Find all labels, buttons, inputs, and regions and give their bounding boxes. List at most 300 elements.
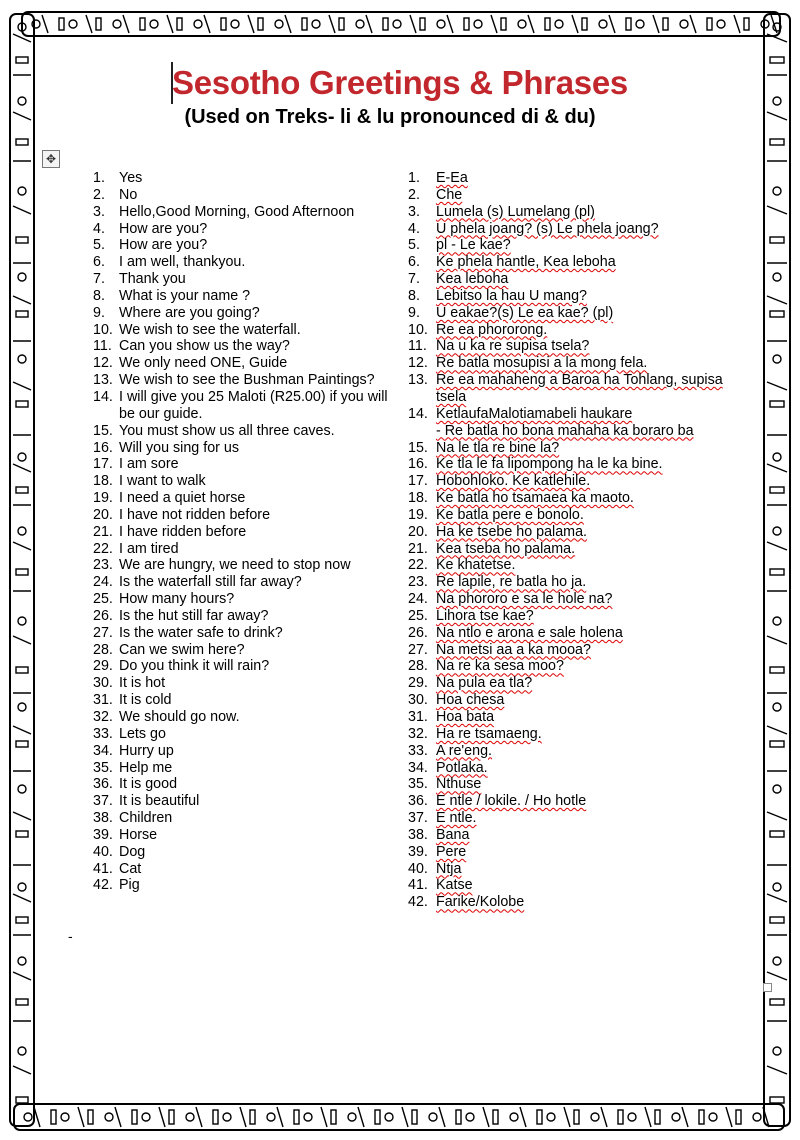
item-text [436, 355, 748, 372]
sesotho-list-item [408, 760, 748, 777]
item-text [119, 338, 393, 355]
item-text [436, 894, 748, 911]
item-text-line: Na pula ea tla? [436, 675, 533, 692]
item-number: 11. [408, 338, 427, 355]
sesotho-list-item [408, 440, 748, 457]
item-text [119, 541, 393, 558]
item-number: 36. [408, 793, 428, 810]
item-text-line: Hello,Good Morning, Good Afternoon [119, 203, 355, 220]
item-number: 37. [93, 793, 113, 810]
english-list-item [93, 254, 393, 271]
item-text [119, 490, 393, 507]
item-number: 23. [93, 557, 113, 574]
item-text [119, 423, 393, 440]
item-text-line: I need a quiet horse [119, 490, 246, 507]
item-text-line: Children [119, 810, 173, 827]
item-text [119, 658, 393, 675]
item-number: 28. [93, 641, 113, 658]
item-text-line: A re'eng. [436, 742, 492, 759]
english-list-item [93, 440, 393, 457]
item-text [436, 541, 748, 558]
sesotho-list-item [408, 861, 748, 878]
item-number: 12. [408, 355, 428, 372]
item-text [436, 642, 748, 659]
item-text-line: Hoa bata [436, 709, 495, 725]
english-list-item [93, 170, 393, 187]
item-text [436, 473, 748, 490]
item-text-line: E ntle / lokile. / Ho hotle [436, 793, 587, 810]
item-text-line: Dog [119, 843, 146, 860]
item-text [119, 793, 393, 810]
item-number: 19. [408, 506, 428, 523]
item-text [436, 591, 748, 608]
sesotho-list-item [408, 541, 748, 558]
item-number: 35. [93, 759, 113, 776]
english-list-item [93, 861, 393, 878]
item-number: 37. [408, 810, 428, 827]
sesotho-list-item [408, 187, 748, 204]
item-text [436, 608, 748, 625]
item-text-line: Is the waterfall still far away? [119, 574, 302, 591]
item-text-line: I am well, thankyou. [119, 254, 246, 271]
english-list-item [93, 743, 393, 760]
item-text-line: Kea leboha [436, 271, 509, 288]
item-text-line: We wish to see the waterfall. [119, 321, 301, 338]
resize-handle[interactable] [763, 983, 772, 992]
item-number: 41. [93, 860, 113, 877]
english-list-item [93, 322, 393, 339]
sesotho-list-item [408, 658, 748, 675]
item-number: 12. [93, 355, 113, 372]
english-list-item [93, 271, 393, 288]
item-text-line: Will you sing for us [119, 439, 239, 456]
sesotho-list-item [408, 642, 748, 659]
page-title: Sesotho Greetings & Phrases [172, 64, 628, 101]
item-text [119, 776, 393, 793]
item-text [119, 557, 393, 574]
sesotho-list-item [408, 608, 748, 625]
item-text [119, 675, 393, 692]
item-text [436, 776, 748, 793]
item-text-line: I want to walk [119, 473, 206, 490]
item-text-line: What is your name ? [119, 287, 251, 304]
item-text [436, 507, 748, 524]
item-text [119, 507, 393, 524]
item-number: 30. [93, 675, 113, 692]
item-number: 3. [408, 203, 420, 220]
item-text [119, 844, 393, 861]
item-text [119, 187, 393, 204]
item-number: 26. [93, 607, 113, 624]
item-text [119, 389, 393, 423]
item-number: 5. [93, 237, 105, 254]
item-text [436, 861, 748, 878]
sesotho-list-item [408, 810, 748, 827]
english-list-item [93, 338, 393, 355]
item-text-line: U eakae?(s) Le ea kae? (pl) [436, 304, 614, 321]
item-text-line: It is beautiful [119, 793, 200, 810]
item-text [436, 490, 748, 507]
item-text-line: I am tired [119, 540, 179, 557]
item-text-line: I have not ridden before [119, 506, 271, 523]
item-text [119, 877, 393, 894]
item-number: 13. [93, 372, 113, 389]
item-text [436, 760, 748, 777]
sesotho-list-item [408, 473, 748, 490]
item-text-line: Bana [436, 826, 470, 843]
item-text [119, 827, 393, 844]
item-number: 21. [93, 523, 113, 540]
item-text [436, 204, 748, 221]
item-number: 39. [93, 826, 113, 843]
item-text-line: Ntja [436, 860, 462, 877]
english-list-item [93, 524, 393, 541]
english-list-item [93, 844, 393, 861]
page-subtitle: (Used on Treks- li & lu pronounced di & du) [184, 106, 596, 128]
item-number: 33. [408, 742, 428, 759]
item-text [119, 574, 393, 591]
item-text [436, 810, 748, 827]
item-text [436, 877, 748, 894]
item-number: 24. [93, 574, 113, 591]
item-number: 10. [408, 321, 428, 338]
sesotho-list-item [408, 254, 748, 271]
item-text [119, 204, 393, 221]
english-list-item [93, 557, 393, 574]
sesotho-list-item [408, 170, 748, 187]
item-text-line: Re ea mahaheng a Baroa ha Tohlang, supisa tsela [436, 372, 723, 405]
item-text-line: Re ea phororong. [436, 321, 548, 338]
english-list-item [93, 810, 393, 827]
english-list-item [93, 625, 393, 642]
sesotho-list-item [408, 355, 748, 372]
sesotho-list-item [408, 338, 748, 355]
item-text [436, 709, 748, 726]
item-text-line: It is good [119, 776, 178, 793]
item-number: 16. [93, 439, 113, 456]
item-text-line: Hurry up [119, 742, 174, 759]
item-number: 8. [408, 287, 420, 304]
item-text-line: How are you? [119, 220, 208, 237]
item-number: 5. [408, 237, 420, 254]
item-text [436, 844, 748, 861]
item-text [436, 305, 748, 322]
item-number: 24. [408, 591, 428, 608]
english-list-item [93, 355, 393, 372]
sesotho-list-item [408, 726, 748, 743]
item-text [436, 557, 748, 574]
item-text [119, 237, 393, 254]
sesotho-list-item [408, 776, 748, 793]
item-text [436, 743, 748, 760]
sesotho-list-item [408, 675, 748, 692]
item-number: 22. [93, 540, 113, 557]
item-number: 25. [93, 591, 113, 608]
english-list-item [93, 827, 393, 844]
item-text-line: It is cold [119, 692, 172, 709]
sesotho-list-item [408, 557, 748, 574]
item-number: 14. [408, 405, 428, 422]
item-text-line: Ke phela hantle, Kea leboha [436, 254, 616, 271]
sesotho-list-item [408, 221, 748, 238]
item-text [119, 625, 393, 642]
item-text [119, 456, 393, 473]
english-list-item [93, 591, 393, 608]
item-text-line: Na re ka sesa moo? [436, 658, 564, 675]
item-text-line: We wish to see the Bushman Paintings? [119, 372, 375, 389]
english-list-item [93, 776, 393, 793]
item-text [119, 861, 393, 878]
sesotho-list-item [408, 507, 748, 524]
item-number: 28. [408, 658, 428, 675]
sesotho-list-item [408, 406, 748, 440]
english-list-item [93, 305, 393, 322]
item-number: 8. [93, 287, 105, 304]
item-text [436, 338, 748, 355]
item-text [119, 591, 393, 608]
item-text [436, 170, 748, 187]
item-text-line: We are hungry, we need to stop now [119, 557, 351, 574]
item-number: 4. [93, 220, 105, 237]
item-number: 40. [93, 843, 113, 860]
item-text-line: Ke tla le fa lipompong ha le ka bine. [436, 456, 663, 473]
sesotho-list-item [408, 490, 748, 507]
sesotho-list-item [408, 204, 748, 221]
item-number: 6. [408, 254, 420, 271]
sesotho-list-item [408, 692, 748, 709]
item-text-line: Thank you [119, 271, 186, 288]
english-list-item [93, 574, 393, 591]
english-list-item [93, 760, 393, 777]
item-text [436, 254, 748, 271]
item-number: 4. [408, 220, 420, 237]
item-number: 41. [408, 877, 428, 894]
item-number: 14. [93, 388, 113, 405]
item-number: 13. [408, 372, 428, 389]
item-text [436, 221, 748, 238]
item-text [119, 608, 393, 625]
sesotho-list-item [408, 709, 748, 726]
item-text-line: - Re batla ho bona mahaha ka boraro ba [436, 422, 694, 439]
item-text [119, 440, 393, 457]
item-number: 36. [93, 776, 113, 793]
item-text [119, 322, 393, 339]
item-number: 15. [93, 422, 113, 439]
item-text-line: Re batla mosupisi a la mong fela. [436, 355, 648, 372]
item-text-line: No [119, 186, 138, 203]
item-number: 31. [93, 692, 113, 709]
item-text-line: How are you? [119, 237, 208, 254]
item-number: 2. [408, 186, 420, 203]
sesotho-list-item [408, 793, 748, 810]
sesotho-list-item [408, 524, 748, 541]
item-text-line: Ha ke tsebe ho palama. [436, 523, 588, 540]
item-text-line: Lihora tse kae? [436, 607, 534, 624]
item-text [436, 675, 748, 692]
item-text-line: Is the water safe to drink? [119, 624, 283, 641]
item-number: 42. [408, 894, 428, 911]
item-text-line: Do you think it will rain? [119, 658, 270, 675]
english-list-item [93, 692, 393, 709]
item-text [119, 254, 393, 271]
item-text [436, 574, 748, 591]
item-number: 42. [93, 877, 113, 894]
sesotho-list-item [408, 322, 748, 339]
item-number: 27. [93, 624, 113, 641]
sesotho-list-item [408, 743, 748, 760]
sesotho-list-item [408, 877, 748, 894]
item-text-line: Cat [119, 860, 142, 877]
sesotho-phrase-list [408, 170, 748, 911]
item-text-line: Katse [436, 877, 473, 894]
item-number: 21. [408, 540, 428, 557]
item-text [436, 726, 748, 743]
item-text [119, 473, 393, 490]
english-list-item [93, 541, 393, 558]
item-text [119, 692, 393, 709]
item-text [119, 743, 393, 760]
sesotho-list-item [408, 827, 748, 844]
item-text [119, 524, 393, 541]
item-text-line: Hoa chesa [436, 692, 505, 709]
item-number: 31. [408, 709, 428, 725]
item-text [119, 170, 393, 187]
item-text [436, 827, 748, 844]
english-list-item [93, 658, 393, 675]
item-number: 15. [408, 439, 428, 456]
item-number: 18. [93, 473, 113, 490]
english-list-item [93, 726, 393, 743]
english-list-item [93, 372, 393, 389]
item-text [119, 726, 393, 743]
item-text-line: You must show us all three caves. [119, 422, 335, 439]
item-text [436, 237, 748, 254]
item-text [119, 288, 393, 305]
item-text [436, 793, 748, 810]
english-list-item [93, 288, 393, 305]
item-text-line: I will give you 25 Maloti (R25.00) if you will be our guide. [119, 388, 388, 422]
item-text-line: Kea tseba ho palama. [436, 540, 576, 557]
item-text-line: pl - Le kae? [436, 237, 511, 254]
item-number: 19. [93, 490, 113, 507]
item-number: 18. [408, 490, 428, 507]
item-text-line: Ha re tsamaeng. [436, 725, 542, 742]
item-number: 34. [408, 759, 428, 776]
item-text [436, 440, 748, 457]
english-list-item [93, 608, 393, 625]
sesotho-list-item [408, 574, 748, 591]
item-number: 30. [408, 692, 428, 709]
item-text-line: KetlaufaMalotiamabeli haukare [436, 405, 633, 422]
english-list-item [93, 877, 393, 894]
sesotho-list-item [408, 305, 748, 322]
english-list-item [93, 675, 393, 692]
english-list-item [93, 793, 393, 810]
english-list-item [93, 187, 393, 204]
item-number: 1. [408, 170, 420, 186]
item-text-line: Nthuse [436, 776, 482, 793]
item-number: 33. [93, 725, 113, 742]
item-text-line: We should go now. [119, 709, 240, 725]
sesotho-list-item [408, 372, 748, 406]
item-text-line: Hobohloko. Ke katlehile. [436, 473, 591, 490]
item-text-line: Ke khatetse. [436, 557, 516, 574]
english-phrase-list [93, 170, 393, 894]
item-number: 20. [93, 506, 113, 523]
item-number: 32. [408, 725, 428, 742]
item-text-line: Lumela (s) Lumelang (pl) [436, 203, 595, 220]
item-number: 11. [93, 338, 112, 355]
item-text [436, 625, 748, 642]
item-text-line: Horse [119, 826, 158, 843]
item-text [119, 355, 393, 372]
item-text-line: Help me [119, 759, 173, 776]
item-text-line: Can we swim here? [119, 641, 245, 658]
english-list-item [93, 709, 393, 726]
item-number: 40. [408, 860, 428, 877]
item-text-line: E-Ea [436, 170, 468, 186]
item-number: 9. [408, 304, 420, 321]
item-number: 35. [408, 776, 428, 793]
item-number: 17. [93, 456, 113, 473]
item-number: 26. [408, 624, 428, 641]
english-list-item [93, 473, 393, 490]
item-number: 27. [408, 641, 428, 658]
item-text [119, 642, 393, 659]
item-text-line: Na phororo e sa le hole na? [436, 591, 613, 608]
english-list-item [93, 507, 393, 524]
english-list-item [93, 204, 393, 221]
item-text [436, 406, 748, 440]
item-number: 10. [93, 321, 113, 338]
item-text-line: Na u ka re supisa tsela? [436, 338, 590, 355]
item-number: 23. [408, 574, 428, 591]
move-icon[interactable]: ✥ [42, 150, 60, 168]
item-text-line: Ke batla pere e bonolo. [436, 506, 584, 523]
sesotho-list-item [408, 591, 748, 608]
item-text [436, 271, 748, 288]
item-text-line: Pere [436, 843, 467, 860]
item-text-line: Ke batla ho tsamaea ka maoto. [436, 490, 634, 507]
item-text-line: Lebitso la hau U mang? [436, 287, 588, 304]
item-text-line: How many hours? [119, 591, 235, 608]
english-list-item [93, 642, 393, 659]
item-text [119, 221, 393, 238]
item-number: 38. [93, 810, 113, 827]
english-list-item [93, 490, 393, 507]
item-text-line: Farike/Kolobe [436, 894, 525, 911]
item-number: 20. [408, 523, 428, 540]
sesotho-list-item [408, 894, 748, 911]
item-number: 3. [93, 203, 105, 220]
item-number: 39. [408, 843, 428, 860]
item-text [119, 760, 393, 777]
item-text-line: Lets go [119, 725, 166, 742]
item-text-line: Potlaka. [436, 759, 488, 776]
item-text [119, 305, 393, 322]
item-text-line: E ntle. [436, 810, 477, 827]
english-list-item [93, 389, 393, 423]
item-text-line: Che [436, 186, 463, 203]
item-text [436, 658, 748, 675]
stray-dash: - [68, 928, 73, 944]
item-text-line: Re lapile, re batla ho ja. [436, 574, 587, 591]
item-text [119, 271, 393, 288]
item-text-line: U phela joang? (s) Le phela joang? [436, 220, 659, 237]
item-text-line: Where are you going? [119, 304, 260, 321]
sesotho-list-item [408, 456, 748, 473]
sesotho-list-item [408, 625, 748, 642]
